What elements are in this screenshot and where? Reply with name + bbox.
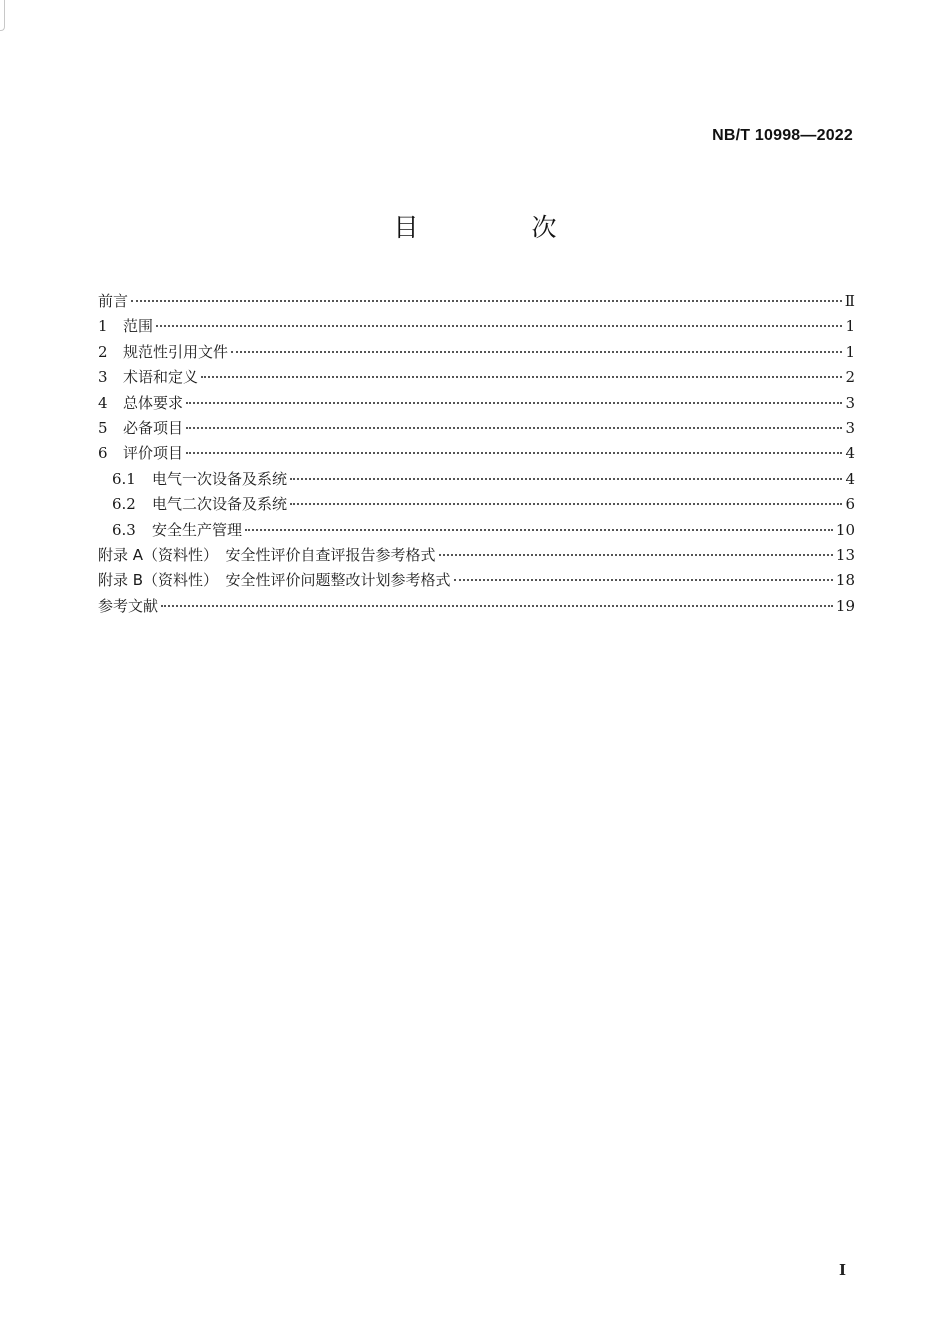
toc-entry-label: 前言 xyxy=(98,292,129,310)
toc-entry-label: 参考文献 xyxy=(98,596,159,615)
toc-entry-label: 电气二次设备及系统 xyxy=(152,495,288,514)
toc-leader-dots xyxy=(156,325,842,327)
toc-entry-number: 4 xyxy=(98,393,108,412)
toc-entry-6-1[interactable] xyxy=(98,467,855,492)
scan-edge-mark xyxy=(0,0,5,31)
toc-entry-number: 6 xyxy=(98,444,108,463)
toc-entry-page: 4 xyxy=(845,469,855,488)
toc-entry-label: 总体要求 xyxy=(123,393,184,412)
toc-entry-page: 19 xyxy=(835,596,855,615)
toc-entry-6[interactable] xyxy=(98,441,855,466)
toc-entry-foreword[interactable] xyxy=(98,289,855,314)
toc-entry-3[interactable] xyxy=(98,365,855,390)
toc-entry-page: 3 xyxy=(845,418,855,437)
toc-entry-page: 2 xyxy=(845,368,855,387)
toc-entry-number: 6.2 xyxy=(112,495,136,514)
toc-leader-dots xyxy=(454,579,833,581)
toc-entry-label: 安全生产管理 xyxy=(152,520,243,539)
toc-entry-page: 4 xyxy=(845,444,855,463)
page-title: 目 次 xyxy=(393,213,601,242)
toc-leader-dots xyxy=(186,452,842,454)
toc-entry-page: 18 xyxy=(835,571,855,590)
toc-leader-dots xyxy=(131,300,842,302)
toc-entry-page: 6 xyxy=(845,495,855,514)
toc-entry-appendix-b[interactable] xyxy=(98,568,855,593)
toc-leader-dots xyxy=(201,376,842,378)
table-of-contents xyxy=(98,289,855,619)
toc-entry-bibliography[interactable] xyxy=(98,594,855,619)
toc-entry-page: 10 xyxy=(835,520,855,539)
toc-entry-number: 3 xyxy=(98,368,108,387)
toc-entry-label: 规范性引用文件 xyxy=(123,342,229,361)
toc-entry-page: 1 xyxy=(845,342,855,361)
toc-leader-dots xyxy=(439,554,833,556)
standard-code: NB/T 10998—2022 xyxy=(712,127,853,144)
toc-entry-label: 必备项目 xyxy=(123,418,184,437)
toc-entry-number: 6.1 xyxy=(112,469,136,488)
toc-entry-label: 评价项目 xyxy=(123,444,184,463)
toc-entry-number: 6.3 xyxy=(112,520,136,539)
page-number: I xyxy=(838,1261,846,1279)
toc-entry-label: 范围 xyxy=(123,317,154,336)
toc-entry-label: 术语和定义 xyxy=(123,368,199,387)
toc-entry-4[interactable] xyxy=(98,391,855,416)
toc-entry-1[interactable] xyxy=(98,314,855,339)
toc-entry-page: Ⅱ xyxy=(844,292,855,310)
toc-leader-dots xyxy=(186,427,842,429)
toc-leader-dots xyxy=(161,605,833,607)
toc-entry-label: 电气一次设备及系统 xyxy=(152,469,288,488)
toc-entry-6-3[interactable] xyxy=(98,518,855,543)
toc-entry-number: 2 xyxy=(98,342,108,361)
toc-leader-dots xyxy=(245,529,833,531)
toc-leader-dots xyxy=(290,503,842,505)
toc-leader-dots xyxy=(290,478,842,480)
toc-entry-6-2[interactable] xyxy=(98,492,855,517)
toc-entry-page: 13 xyxy=(835,545,855,564)
toc-entry-number: 5 xyxy=(98,418,108,437)
toc-entry-label: 附录 B（资料性） 安全性评价问题整改计划参考格式 xyxy=(98,571,451,590)
toc-entry-page: 1 xyxy=(845,317,855,336)
toc-leader-dots xyxy=(231,351,842,353)
toc-entry-2[interactable] xyxy=(98,340,855,365)
toc-entry-label: 附录 A（资料性） 安全性评价自查评报告参考格式 xyxy=(98,545,436,564)
toc-entry-5[interactable] xyxy=(98,416,855,441)
toc-leader-dots xyxy=(186,402,842,404)
toc-entry-number: 1 xyxy=(98,317,108,336)
toc-entry-appendix-a[interactable] xyxy=(98,543,855,568)
toc-entry-page: 3 xyxy=(845,393,855,412)
